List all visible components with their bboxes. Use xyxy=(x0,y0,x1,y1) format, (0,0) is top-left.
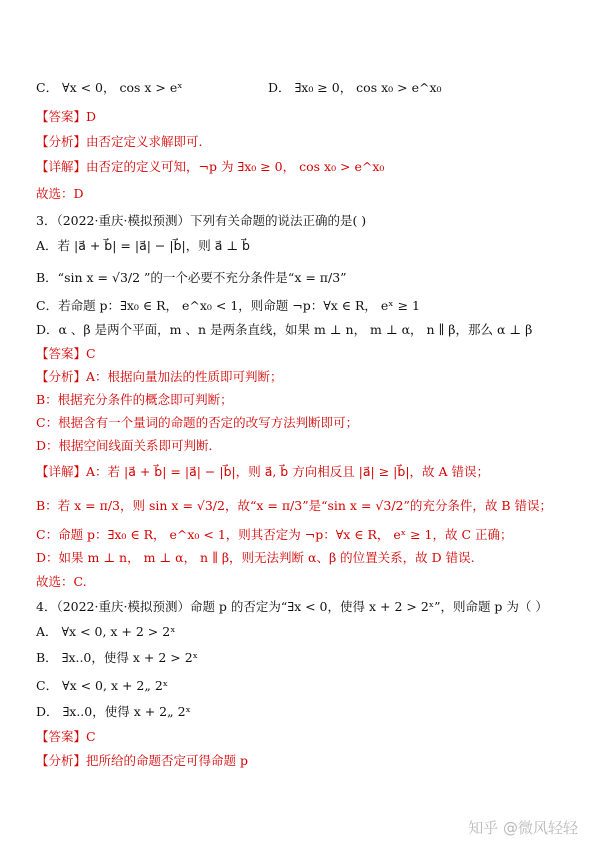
q3-stem: 3．（2022·重庆·模拟预测）下列有关命题的说法正确的是( ) xyxy=(36,213,367,228)
q2-option-d: D． ∃x₀ ≥ 0， cos x₀ > e^x₀ xyxy=(268,80,442,95)
q4-analysis: 【分析】把所给的命题否定可得命题 p xyxy=(36,753,248,768)
q4-stem: 4．（2022·重庆·模拟预测）命题 p 的否定为“∃x < 0，使得 x + 2 > 2ˣ”，则命题 p 为（ ） xyxy=(36,599,548,614)
q3-analysis-a: 【分析】A：根据向量加法的性质即可判断； xyxy=(36,369,283,384)
q3-analysis-d: D：根据空间线面关系即可判断. xyxy=(36,438,213,453)
q2-analysis: 【分析】由否定定义求解即可. xyxy=(36,134,203,149)
q3-detail-b: B：若 x = π/3，则 sin x = √3/2，故“x = π/3”是“sin x = √3/2”的充分条件，故 B 错误； xyxy=(36,498,553,513)
zhihu-watermark: 知乎 @微风轻轻 xyxy=(468,819,578,837)
q3-analysis-b: B：根据充分条件的概念即可判断； xyxy=(36,392,233,407)
q4-option-b: B． ∃x..0，使得 x + 2 > 2ˣ xyxy=(36,650,198,665)
q3-option-b: B．“sin x = √3/2 ”的一个必要不充分条件是“x = π/3” xyxy=(36,270,347,285)
q2-detail: 【详解】由否定的定义可知，¬p 为 ∃x₀ ≥ 0， cos x₀ > e^x₀ xyxy=(36,159,385,174)
q2-conclusion: 故选：D xyxy=(36,186,84,201)
q2-option-c: C． ∀x < 0， cos x > eˣ xyxy=(36,80,183,95)
q3-detail-c: C：命题 p：∃x₀ ∈ R， e^x₀ < 1，则其否定为 ¬p：∀x ∈ R， eˣ ≥ 1，故 C 正确； xyxy=(36,527,513,542)
q4-option-d: D． ∃x..0，使得 x + 2„ 2ˣ xyxy=(36,704,191,719)
q3-answer: 【答案】C xyxy=(36,346,96,361)
q3-option-d: D．α 、β 是两个平面，m 、n 是两条直线，如果 m ⊥ n， m ⊥ α， n ∥ β，那么 α ⊥ β xyxy=(36,322,533,337)
q4-option-a: A． ∀x < 0, x + 2 > 2ˣ xyxy=(36,624,176,639)
q3-conclusion: 故选：C. xyxy=(36,574,87,589)
q2-answer: 【答案】D xyxy=(36,109,97,124)
q3-detail-d: D：如果 m ⊥ n， m ⊥ α， n ∥ β，则无法判断 α、β 的位置关系，故 D 错误. xyxy=(36,550,475,565)
q4-option-c: C． ∀x < 0, x + 2„ 2ˣ xyxy=(36,678,169,693)
q3-option-a: A．若 |a⃗ + b⃗| = |a⃗| − |b⃗|，则 a⃗ ⊥ b⃗ xyxy=(36,238,250,253)
q4-answer: 【答案】C xyxy=(36,729,96,744)
q3-option-c: C．若命题 p：∃x₀ ∈ R， e^x₀ < 1，则命题 ¬p：∀x ∈ R， eˣ ≥ 1 xyxy=(36,298,420,313)
q3-analysis-c: C：根据含有一个量词的命题的否定的改写方法判断即可； xyxy=(36,415,359,430)
q3-detail-a: 【详解】A：若 |a⃗ + b⃗| = |a⃗| − |b⃗|，则 a⃗, b⃗ 方向相反且 |a⃗| ≥ |b⃗|，故 A 错误； xyxy=(36,464,490,479)
